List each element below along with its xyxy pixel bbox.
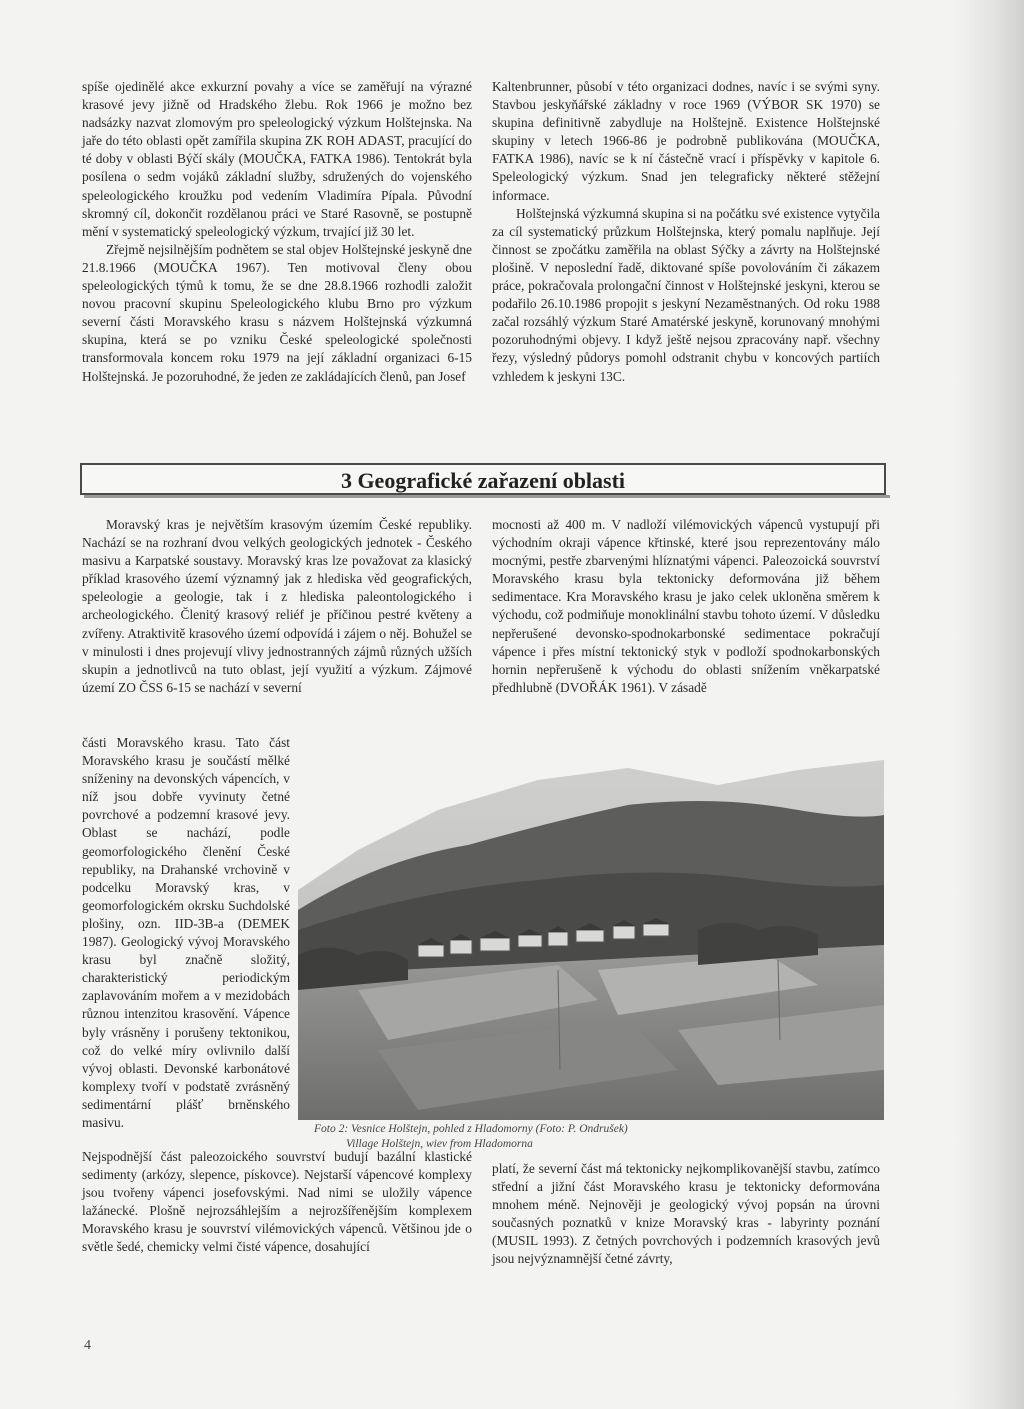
paragraph: Nejspodnější část paleozoického souvrství budují bazální klastické sedimenty (arkózy, slepence, pískovce). Nejstarší vápencové komplexy jsou tvořeny vápenci josefovskými. Nad nimi se uložily vápence lažánecké. Plošně nejrozsáhlejším a nejrozšířenějším komplexem Moravského krasu je souvrství vilémovických vápenců. Většinou jde o světle šedé, chemicky velmi čisté vápence, dosahující [82,1149,472,1255]
page-number: 4 [84,1338,91,1353]
section-heading-box [80,463,886,495]
paragraph: Moravský kras je největším krasovým územím České republiky. Nachází se na rozhraní dvou velkých geologických jednotek - Českého masivu a Karpatské soustavy. Moravský kras lze považovat za klasický příklad krasového území významný jak z hlediska věd geografických, speleologie a geologie, tak i z hlediska paleontologického i archeologického. Členitý krasový reliéf je příčinou pestré květeny a zvířeny. Atraktivitě krasového území odpovídá i zájem o něj. Bohužel se v minulosti i dnes projevují vlivy jednostranných zájmů různých užších skupin a jednotlivců na tuto oblast, její využití a výzkum. Zájmové území ZO ČSS 6-15 se nachází v severní [82,517,472,695]
page-edge-shadow [954,0,1024,1409]
paragraph: Zřejmě nejsilnějším podnětem se stal objev Holštejnské jeskyně dne 21.8.1966 (MOUČKA 1967). Ten motivoval členy obou speleologických týmů k tomu, že se dne 28.8.1966 rozhodli založit novou pracovní skupinu Speleologického klubu Brno pro výzkum severní části Moravského krasu s názvem Holštejnská výzkumná skupina, která se po vzniku České speleologické společnosti transformovala koncem roku 1979 na její základní organizaci 6-15 Holštejnská. Je pozoruhodné, že jeden ze zakládajících členů, pan Josef [82,241,472,384]
paragraph: spíše ojedinělé akce exkurzní povahy a více se zaměřují na výrazné krasové jevy jižně od Hradského žlebu. Rok 1966 je možno bez nadsázky nazvat zlomovým pro speleologický výzkum Holštejnska. Na jaře do této oblasti opět zamířila skupina ZK ROH ADAST, pracující do té doby v oblasti Býčí skály (MOUČKA, FATKA 1986). Tentokrát byla posílena o sedm vojáků základní služby, sdružených do vojenského speleologického kroužku pod vedením Vladimíra Pípala. Původní skromný cíl, dokončit rozdělanou práci ve Staré Rasovně, se postupně mění v systematický speleologický výzkum, trvající již 30 let. [82,79,472,239]
paragraph: platí, že severní část má tektonicky nejkomplikovanější stavbu, zatímco střední a jižní část Moravského krasu je tektonicky deformována mnohem méně. Nejnověji je geologický vývoj popsán na úrovni současných poznatků v knize Moravský kras - labyrinty poznání (MUSIL 1993). Z četných povrchových i podzemních krasových jevů jsou nejvýznamnější četné závrty, [492,1161,880,1267]
paragraph: Kaltenbrunner, působí v této organizaci dodnes, navíc i se svými syny. Stavbou jeskyňářské základny v roce 1969 (VÝBOR SK 1970) se skupina definitivně zabydluje na Holštejně. Existence Holštejnské skupiny v letech 1966-86 je podrobně publikována (MOUČKA, FATKA 1986), navíc se k ní částečně vrací i příspěvky v kapitole 6. Speleologický výzkum. Snad jen telegraficky některé stěžejní informace. [492,79,880,203]
village-landscape-image [298,740,884,1120]
text-column-mid-left [82,516,472,697]
village-photo [298,740,884,1120]
text-column-bottom-right [492,1160,880,1269]
paragraph: mocnosti až 400 m. V nadloží vilémovických vápenců vystupují při východním okraji vápence křtinské, které jsou reprezentovány málo mocnými, pestře zbarvenými hlíznatými vápenci. Paleozoická souvrství Moravského krasu byla tektonicky deformována již během sedimentace. Kra Moravského krasu je jako celek ukloněna směrem k východu, což podmiňuje monoklinální stavbu tohoto území. V důsledku nepřerušené devonsko-spodnokarbonské sedimentace pokračují vápence i přes místní tektonický styk v podloží spodnokarbonských hornin nepřerušeně k východu do oblasti snížením vněkarpatské předhlubně (DVOŘÁK 1961). V zásadě [492,517,880,695]
caption-czech: Foto 2: Vesnice Holštejn, pohled z Hladomorny (Foto: P. Ondrušek) [314,1123,628,1135]
text-column-mid-right [492,516,880,697]
paragraph: Holštejnská výzkumná skupina si na počátku své existence vytyčila za cíl systematický průzkum Holštejnska, který pomalu naplňuje. Její činnost se zpočátku zaměřila na oblast Sýčky a závrty na Holštejnské plošině. V neposlední řadě, diktované spíše povolováním či zákazem práce, pokračovala prolongační činnost v Holštejnské jeskyni, kterou se podařilo 26.10.1986 propojit s jeskyní Nezaměstnaných. Od roku 1988 začal rozsáhlý výzkum Staré Amatérské jeskyně, korunovaný mnohými pozoruhodnými objevy. I když ještě nejsou zpracovány např. všechny řezy, výsledný půdorys pomohl odstranit chybu v koncových partiích vzhledem k jeskyni 13C. [492,205,880,384]
heading-box-shadow [84,495,890,498]
paragraph: části Moravského krasu. Tato část Moravského krasu je součástí mělké sníženiny na devonských vápencích, v níž jsou dobře vyvinuty četné povrchové a podzemní krasové jevy. Oblast se nachází, podle geomorfologického členění České republiky, na Drahanské vrchovině v podcelku Moravský kras, v geomorfologickém okrsku Suchdolské plošiny, ozn. IID-3B-a (DEMEK 1987). Geologický vývoj Moravského krasu byl značně složitý, charakteristický periodickým zaplavováním mořem a v mezidobách různou intenzitou krasovění. Vápence byly vrásněny i porušeny tektonikou, což do velké míry ovlivnilo další vývoj oblasti. Devonské karbonátové komplexy tvoří v podstatě zvrásněný sedimentární plášť brněnského masivu. [82,735,290,1130]
text-column-narrow [82,734,290,1132]
caption-english: Village Holštejn, wiev from Hladomorna [346,1138,533,1150]
text-column-bottom-left [82,1148,472,1257]
text-column-top-right [492,78,880,386]
section-heading: 3 Geografické zařazení oblasti [340,468,626,493]
text-column-top-left [82,78,472,386]
